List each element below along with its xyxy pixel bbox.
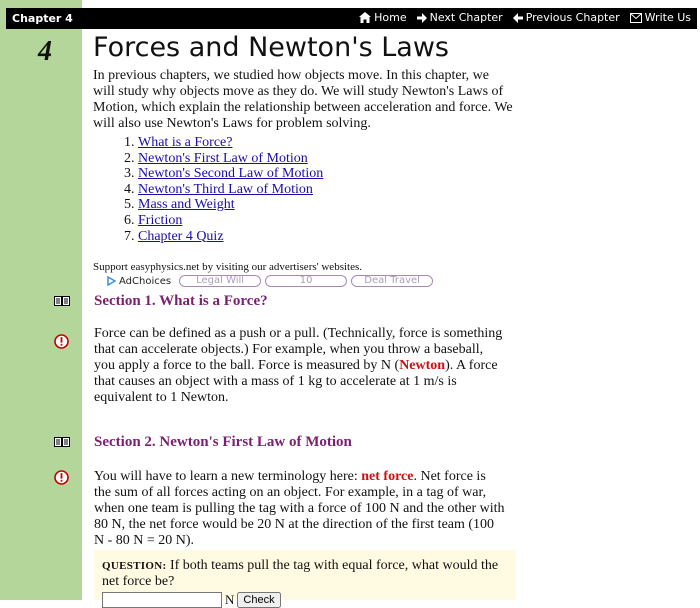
ad-bar [107,275,437,287]
chapter-number: 4 [38,36,52,67]
next-chapter-label: Next Chapter [429,11,503,24]
toc-link-mass-weight[interactable]: Mass and Weight [138,197,235,213]
adchoices[interactable] [107,276,171,287]
home-link[interactable] [359,11,406,24]
book-icon [54,295,70,307]
book-icon [54,436,70,448]
check-button[interactable]: Check [237,592,280,608]
answer-input[interactable] [102,592,222,608]
top-nav-bar [6,8,697,29]
toc-item [138,135,323,151]
toc-item [138,229,323,245]
toc-item [138,213,323,229]
section-2-text-a: You will have to learn a new terminology here: [94,469,362,484]
answer-row [102,592,281,608]
toc-link-first-law[interactable]: Newton's First Law of Motion [138,150,308,166]
chapter-label: Chapter 4 [12,12,73,25]
section-1-paragraph [94,326,506,406]
toc-link-quiz[interactable]: Chapter 4 Quiz [138,228,224,244]
write-us-link[interactable] [630,11,691,24]
adchoices-icon [107,276,116,286]
ad-link-10[interactable]: 10 [265,275,347,287]
exclamation-icon [54,334,69,349]
ad-link-deal-travel[interactable]: Deal Travel [351,275,433,287]
newton-highlight: Newton [399,358,446,373]
net-force-highlight: net force [361,469,414,484]
previous-chapter-link[interactable] [513,11,620,24]
arrow-right-icon [417,13,427,23]
adchoices-label: AdChoices [119,275,172,287]
previous-chapter-label: Previous Chapter [525,11,620,24]
support-text: Support easyphysics.net by visiting our advertisers' websites. [93,261,363,273]
ad-link-legal-will[interactable]: Legal Will [179,275,261,287]
section-1-text-a: Force can be defined as a push or a pull. (Technically, force is something that can accelerate objects.) For example, when you throw a baseball, you apply a force to the ball. Force is measured by N ( [94,326,503,373]
toc-link-what-is-force[interactable]: What is a Force? [138,135,233,150]
intro-paragraph: In previous chapters, we studied how objects move. In this chapter, we will study why objects move as they do. We will study Newton's Laws of Motion, which explain the relationship between acceleration and force. We will also use Newton's Laws for problem solving. [93,68,513,131]
toc-item [138,151,323,167]
toc-item [138,197,323,213]
toc-item [138,182,323,198]
question-label: QUESTION: [102,560,167,572]
toc-link-friction[interactable]: Friction [138,212,183,228]
table-of-contents [108,135,323,244]
question-body: If both teams pull the tag with equal force, what would the net force be? [102,558,499,589]
home-icon [359,12,371,23]
write-us-label: Write Us [644,11,691,24]
section-2-paragraph [94,469,506,549]
arrow-left-icon [513,13,523,23]
toc-link-second-law[interactable]: Newton's Second Law of Motion [138,166,324,182]
unit-label: N [225,592,235,607]
top-nav-links [359,11,691,24]
next-chapter-link[interactable] [417,11,503,24]
section-2-heading: Section 2. Newton's First Law of Motion [94,434,352,450]
toc-item [138,166,323,182]
section-1-heading: Section 1. What is a Force? [94,293,268,309]
section-1-text-b: ). A force that causes an object with a mass of 1 kg to accelerate at 1 m/s is equivalent to 1 Newton. [94,358,498,405]
exclamation-icon [54,470,69,485]
question-text [94,550,516,590]
question-box [94,550,516,607]
toc-link-third-law[interactable]: Newton's Third Law of Motion [138,181,313,197]
home-link-label: Home [374,11,407,24]
section-2-text-b: . Net force is the sum of all forces acting on an object. For example, in a tag of war, when one team is pulling the tag with a force of 100 N and the other with 80 N, the net force would be 20 N at the direction of the first team (100 N - 80 N = 20 N). [94,469,505,548]
mail-icon [630,13,642,23]
page-title: Forces and Newton's Laws [93,32,449,63]
